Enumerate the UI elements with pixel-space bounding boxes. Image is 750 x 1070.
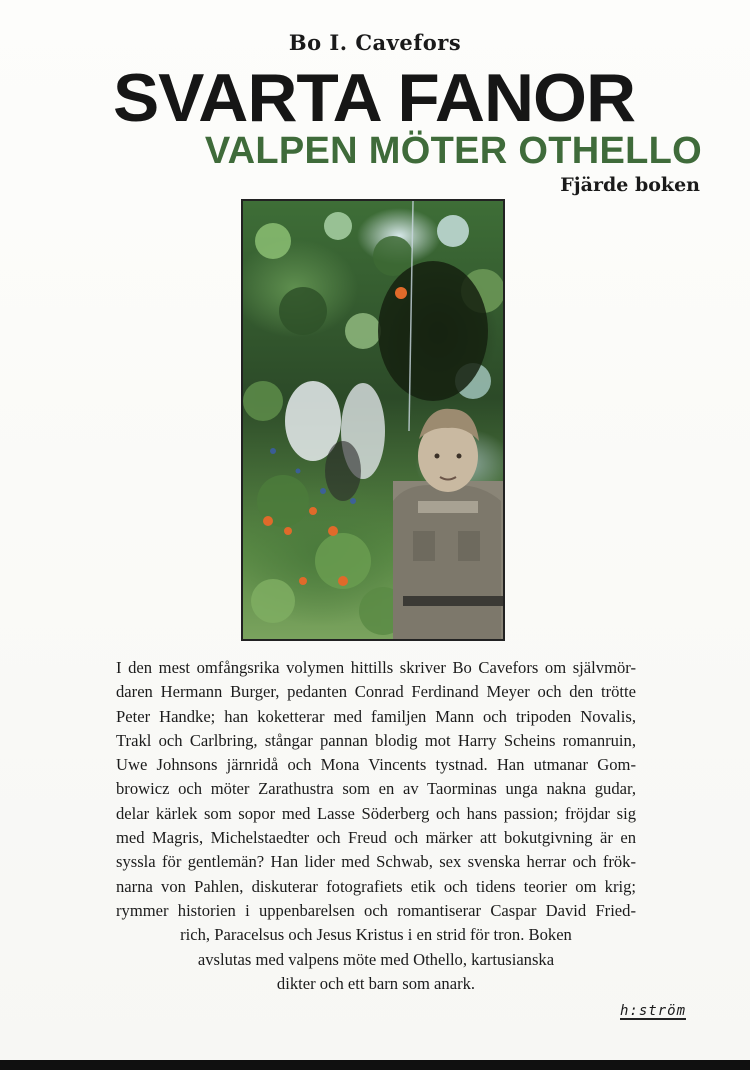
blurb-line: syssla för gentlemän? Han lider med Schwab, sex svenska herrar och frök-: [116, 852, 636, 872]
book-title: SVARTA FANOR: [112, 60, 636, 136]
blurb-line: med Magris, Michelstaedter och Freud och märker att bokutgivning är en: [116, 828, 636, 848]
blurb-line: dikter och ett barn som anark.: [276, 973, 476, 993]
book-subtitle: VALPEN MÖTER OTHELLO: [204, 130, 702, 172]
author-name: Bo I. Cavefors: [288, 30, 462, 55]
blurb-line: Trakl och Carlbring, stångar pannan blodig mot Harry Scheins romanruin,: [116, 730, 636, 750]
blurb-line: browicz och möter Zarathustra som en av Taorminas unga nakna gudar,: [116, 779, 636, 799]
blurb-line: Uwe Johnsons järnridå och Mona Vincents tystnad. Han utmanar Gom-: [116, 755, 636, 775]
blurb-line: daren Hermann Burger, pedanten Conrad Ferdinand Meyer och den trötte: [116, 682, 636, 702]
blurb-line: Peter Handke; han koketterar med familjen Mann och tripoden Novalis,: [116, 706, 636, 726]
cover-photo: [241, 199, 505, 641]
publisher-logo: h:ström: [620, 1003, 687, 1019]
blurb-line: delar kärlek som sopor med Lasse Söderberg och hans passion; fröjdar sig: [116, 803, 636, 823]
blurb-line: rymmer historien i uppenbarelsen och romantiserar Caspar David Fried-: [116, 900, 636, 920]
back-cover-blurb: [116, 656, 636, 996]
cover-bottom-edge: [0, 1060, 750, 1070]
volume-label: Fjärde boken: [560, 174, 700, 196]
photo-collage-image: [243, 201, 503, 639]
blurb-line: avslutas med valpens möte med Othello, kartusianska: [197, 949, 555, 969]
blurb-line: I den mest omfångsrika volymen hittills skriver Bo Cavefors om självmör-: [116, 658, 636, 677]
blurb-line: rich, Paracelsus och Jesus Kristus i en strid för tron. Boken: [180, 925, 572, 945]
blurb-line: narna von Pahlen, diskuterar fotografiets etik och tidens teorier om krig;: [116, 876, 636, 896]
